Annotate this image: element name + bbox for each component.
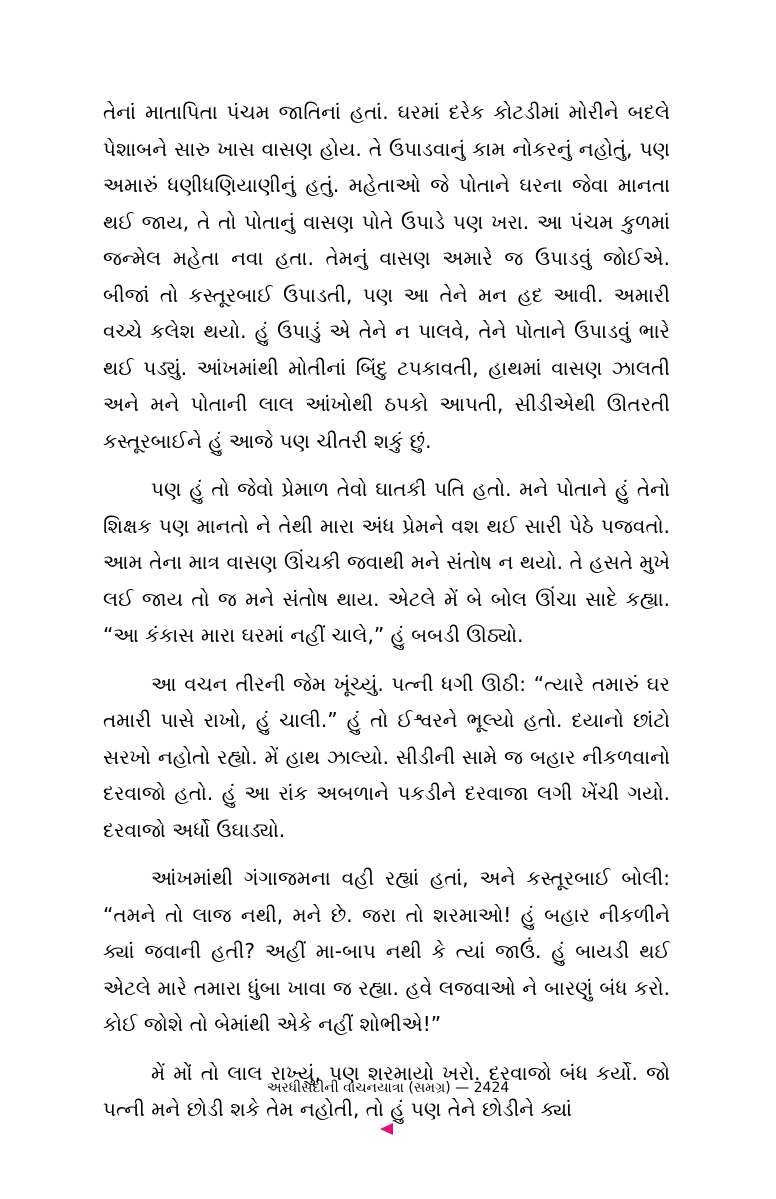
paragraph-1: તેનાં માતાપિતા પંચમ જાતિનાં હતાં. ઘરમાં દરેક કોટડીમાં મોરીને બદલે પેશાબને સારુ ખાસ વાસણ હોય. તે ઉપાડવાનું કામ નોકરનું નહોતું, પણ અમારું ધણીધણિયાણીનું હતું. મહેતાઓ જે પોતાને ઘરના જેવા માનતા થઈ જાય, તે તો પોતાનું વાસણ પોતે ઉપાડે પણ ખરા. આ પંચમ કુળમાં જન્મેલ મહેતા નવા હતા. તેમનું વાસણ અમારે જ ઉપાડવું જોઈએ. બીજાં તો કસ્તૂરબાઈ ઉપાડતી, પણ આ તેને મન હદ આવી. અમારી વચ્ચે કલેશ થયો. હું ઉપાડું એ તેને ન પાલવે, તેને પોતાને ઉપાડવું ભારે થઈ પડ્યું. આંખમાંથી મોતીનાં બિંદુ ટપકાવતી, હાથમાં વાસણ ઝાલતી અને મને પોતાની લાલ આંખોથી ઠપકો આપતી, સીડીએથી ઊતરતી કસ્તૂરબાઈને હું આજે પણ ચીતરી શકું છું. [103,100,670,453]
paragraph-4: આંખમાંથી ગંગાજમના વહી રહ્યાં હતાં, અને કસ્તૂરબાઈ બોલી: “તમને તો લાજ નથી, મને છે. જરા તો શરમાઓ! હું બહાર નીકળીને ક્યાં જવાની હતી? અહીં મા-બાપ નથી કે ત્યાં જાઉં. હું બાયડી થઈ એટલે મારે તમારા ધુંબા ખાવા જ રહ્યા. હવે લજવાઓ ને બારણું બંધ કરો. કોઈ જોશે તો બેમાંથી એકે નહીં શોભીએ!” [103,866,670,1036]
previous-page-arrow-icon[interactable] [376,1119,396,1139]
footer-book-title: અરધીસદીની વાચનયાત્રા (સમગ્ર) [266,1080,451,1096]
paragraph-2: પણ હું તો જેવો પ્રેમાળ તેવો ઘાતકી પતિ હતો. મને પોતાને હું તેનો શિક્ષક પણ માનતો ને તેથી મારા અંધ પ્રેમને વશ થઈ સારી પેઠે પજવતો. આમ તેના માત્ર વાસણ ઊંચકી જવાથી મને સંતોષ ન થયો. તે હસતે મુખે લઈ જાય તો જ મને સંતોષ થાય. એટલે મેં બે બોલ ઊંચા સાદે કહ્યા. “આ કંકાસ મારા ઘરમાં નહીં ચાલે,” હું બબડી ઊઠ્યો. [103,477,670,647]
page-footer [0,1078,776,1098]
paragraph-3: આ વચન તીરની જેમ ખૂંચ્યું. પત્ની ધગી ઊઠી: “ત્યારે તમારું ઘર તમારી પાસે રાખો, હું ચાલી.” હું તો ઈશ્વરને ભૂલ્યો હતો. દયાનો છાંટો સરખો નહોતો રહ્યો. મેં હાથ ઝાલ્યો. સીડીની સામે જ બહાર નીકળવાનો દરવાજો હતો. હું આ રાંક અબળાને પકડીને દરવાજા લગી ખેંચી ગયો. દરવાજો અર્ધો ઉઘાડ્યો. [103,671,670,842]
body-text [103,94,670,1140]
footer-separator: — [455,1080,470,1096]
paragraph-5: મેં મોં તો લાલ રાખ્યું, પણ શરમાયો ખરો. દરવાજો બંધ કર્યો. જો પત્ની મને છોડી શકે તેમ નહોતી, તો હું પણ તેને છોડીને ક્યાં [103,1060,670,1121]
footer-page-number: 2424 [473,1080,510,1096]
